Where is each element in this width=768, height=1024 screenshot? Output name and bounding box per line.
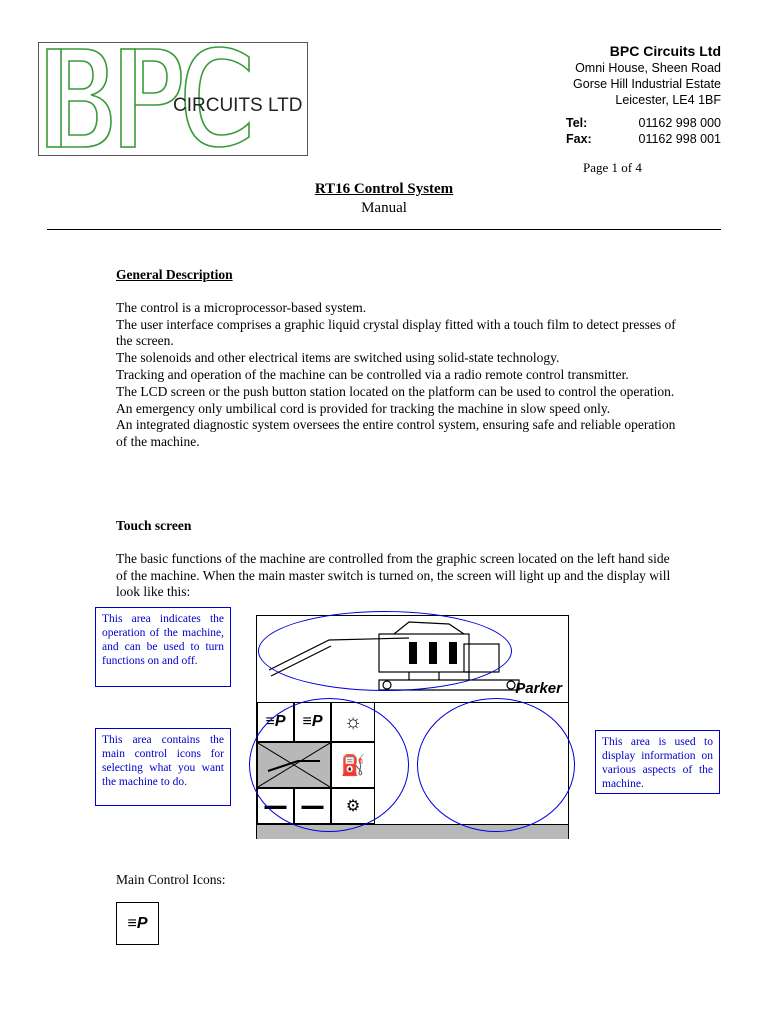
body-line: The control is a microprocessor-based system.: [116, 299, 367, 315]
address-line: Leicester, LE4 1BF: [615, 93, 721, 107]
title-sub: Manual: [361, 200, 407, 216]
body-line: An emergency only umbilical cord is provided for tracking the machine in slow speed only.: [116, 400, 611, 416]
machine-setup-icon: ⚙: [345, 798, 361, 815]
company-logo: [38, 42, 308, 156]
svg-text:CIRCUITS LTD: CIRCUITS LTD: [173, 95, 303, 116]
parker-icon-sample: [116, 902, 159, 945]
body-line: The solenoids and other electrical items are switched using solid-state technology.: [116, 350, 560, 366]
fax-label: Fax:: [566, 132, 592, 146]
touch-screen-section: [116, 518, 676, 601]
address-line: Omni House, Sheen Road: [575, 61, 721, 75]
company-name: BPC Circuits Ltd: [609, 43, 721, 59]
track-speed-icon: ▬▬: [301, 800, 324, 812]
info-area-highlight: [417, 698, 575, 832]
track-icon: ▬▬: [264, 800, 287, 812]
page-number: Page 1 of 4: [583, 160, 642, 175]
header-divider: [47, 229, 721, 230]
contact-block: [566, 115, 721, 147]
address-line: Gorse Hill Industrial Estate: [573, 77, 721, 91]
lightbulb-icon: ☼: [343, 710, 363, 733]
body-paragraph: The basic functions of the machine are controlled from the graphic screen located on the left hand side of the machine. When the main master switch is turned on, the screen will light up and the display will look like this:: [116, 550, 671, 600]
parker-brand-logo: Parker: [515, 680, 562, 697]
callout-operation-area: This area indicates the operation of the machine, and can be used to turn functions on and off.: [95, 607, 231, 687]
document-title: [0, 180, 768, 218]
body-line: The user interface comprises a graphic liquid crystal display fitted with a touch film to detect presses of the screen.: [116, 316, 676, 349]
body-line: An integrated diagnostic system oversees the entire control system, ensuring safe and reliable operation of the machine.: [116, 417, 676, 450]
parker-p-icon: ≡P: [302, 713, 323, 730]
general-description-section: [116, 267, 676, 451]
bpc-logo-icon: [39, 43, 307, 155]
callout-info-area: This area is used to display information on various aspects of the machine.: [595, 730, 720, 794]
operation-area-highlight: [258, 611, 512, 691]
fax-number: 01162 998 001: [638, 132, 721, 146]
main-control-icons-heading: Main Control Icons:: [116, 872, 226, 887]
title-main: RT16 Control System: [314, 181, 454, 197]
body-line: Tracking and operation of the machine can be controlled via a radio remote control transmitter.: [116, 366, 629, 382]
tel-number: 01162 998 000: [638, 116, 721, 130]
fuel-pump-icon: ⛽: [340, 754, 366, 777]
section-heading: General Description: [116, 267, 233, 282]
section-heading: Touch screen: [116, 518, 192, 533]
body-line: The LCD screen or the push button station located on the platform can be used to control the operation.: [116, 383, 675, 399]
control-icons-area-highlight: [249, 698, 409, 832]
parker-p-icon: ≡P: [127, 914, 148, 932]
parker-p-icon: ≡P: [265, 713, 286, 730]
company-address-block: [573, 42, 721, 108]
callout-control-icons: This area contains the main control icons for selecting what you want the machine to do.: [95, 728, 231, 806]
tel-label: Tel:: [566, 116, 588, 130]
